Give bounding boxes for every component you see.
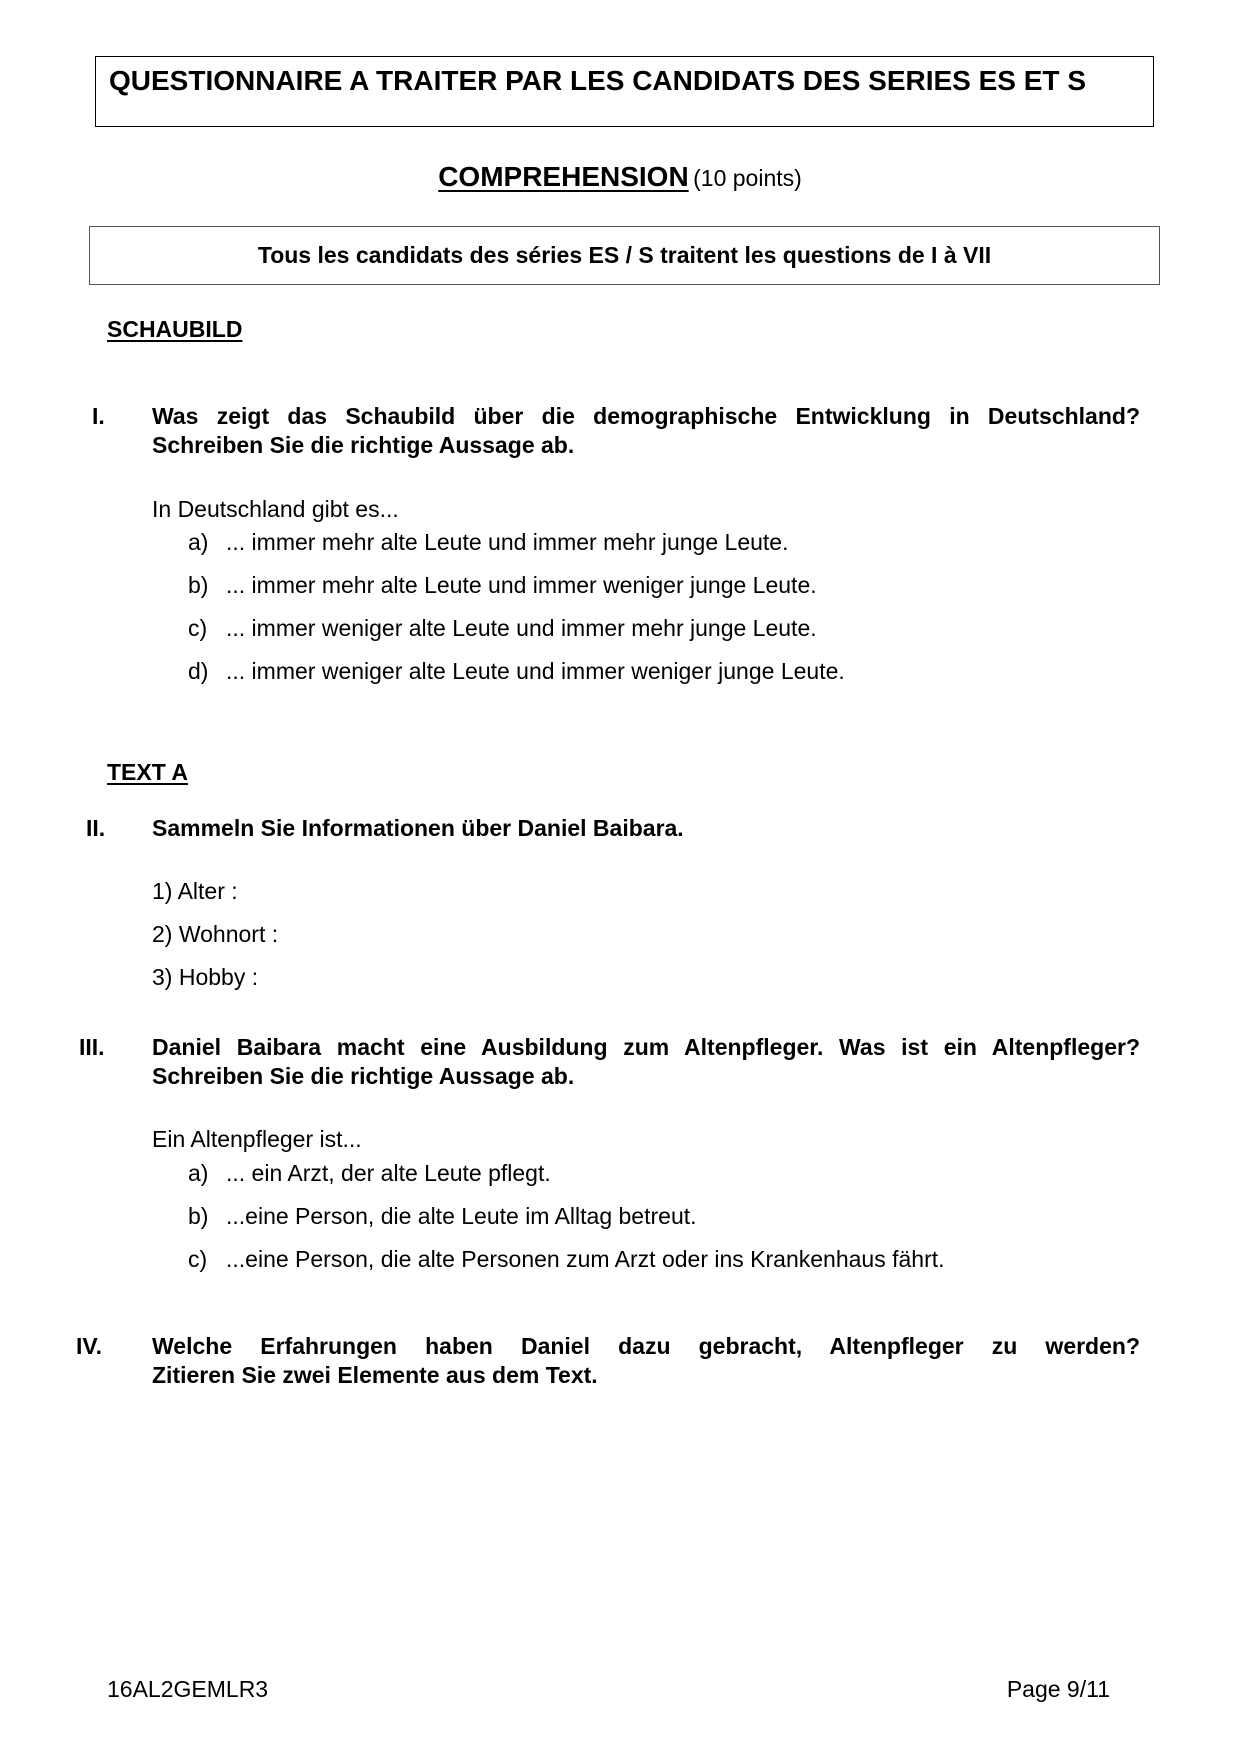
question-number-4: IV. <box>76 1333 103 1359</box>
question-3-option-a <box>188 1160 551 1187</box>
question-number-3: III. <box>79 1034 105 1060</box>
questionnaire-title-box <box>95 56 1154 127</box>
question-number-2: II. <box>86 815 106 841</box>
question-3-text <box>152 1033 1140 1091</box>
question-3-line2: Schreiben Sie die richtige Aussage ab. <box>152 1063 575 1089</box>
questionnaire-title: QUESTIONNAIRE A TRAITER PAR LES CANDIDATS DES SERIES ES ET S <box>109 65 1086 96</box>
question-1-option-b <box>188 572 817 599</box>
question-4-line2: Zitieren Sie zwei Elemente aus dem Text. <box>152 1362 598 1388</box>
footer-document-code: 16AL2GEMLR3 <box>107 1676 269 1702</box>
footer-page-number: Page 9/11 <box>1006 1676 1110 1702</box>
question-4-line1: Welche Erfahrungen haben Daniel dazu gebracht, Altenpfleger zu werden? <box>152 1333 1140 1359</box>
question-1-line2: Schreiben Sie die richtige Aussage ab. <box>152 432 575 458</box>
option-text: ...eine Person, die alte Leute im Alltag betreut. <box>226 1203 697 1229</box>
instruction-box: Tous les candidats des séries ES / S traitent les questions de I à VII <box>89 226 1160 285</box>
option-letter: c) <box>188 1246 208 1272</box>
question-3-option-c <box>188 1246 945 1273</box>
question-2-item-hobby: 3) Hobby : <box>152 964 259 990</box>
option-text: ... immer weniger alte Leute und immer mehr junge Leute. <box>226 615 817 641</box>
option-letter: d) <box>188 658 209 684</box>
question-3-option-b <box>188 1203 697 1230</box>
question-1-intro: In Deutschland gibt es... <box>152 496 399 522</box>
option-text: ... immer weniger alte Leute und immer weniger junge Leute. <box>226 658 845 684</box>
option-letter: c) <box>188 615 208 641</box>
question-3-intro: Ein Altenpfleger ist... <box>152 1126 362 1152</box>
question-1-option-d <box>188 658 845 685</box>
option-text: ... immer mehr alte Leute und immer mehr junge Leute. <box>226 529 789 555</box>
question-1-option-c <box>188 615 817 642</box>
comprehension-points: (10 points) <box>693 165 802 191</box>
question-3-line1: Daniel Baibara macht eine Ausbildung zum Altenpfleger. Was ist ein Altenpfleger? <box>152 1034 1140 1060</box>
question-2-item-alter: 1) Alter : <box>152 878 238 904</box>
question-2-text: Sammeln Sie Informationen über Daniel Baibara. <box>152 815 684 841</box>
question-number-1: I. <box>92 403 105 429</box>
option-text: ... ein Arzt, der alte Leute pflegt. <box>226 1160 551 1186</box>
question-1-text <box>152 402 1140 460</box>
question-1-option-a <box>188 529 788 556</box>
option-letter: b) <box>188 1203 209 1229</box>
option-letter: b) <box>188 572 209 598</box>
section-title-schaubild: SCHAUBILD <box>107 316 243 342</box>
question-2-item-wohnort: 2) Wohnort : <box>152 921 279 947</box>
option-letter: a) <box>188 1160 209 1186</box>
comprehension-heading <box>0 161 1240 193</box>
question-4-text <box>152 1332 1140 1390</box>
question-1-line1: Was zeigt das Schaubild über die demographische Entwicklung in Deutschland? <box>152 403 1140 429</box>
option-letter: a) <box>188 529 209 555</box>
option-text: ... immer mehr alte Leute und immer weniger junge Leute. <box>226 572 817 598</box>
option-text: ...eine Person, die alte Personen zum Arzt oder ins Krankenhaus fährt. <box>226 1246 945 1272</box>
section-title-text-a: TEXT A <box>107 759 188 785</box>
comprehension-title: COMPREHENSION <box>438 161 689 192</box>
